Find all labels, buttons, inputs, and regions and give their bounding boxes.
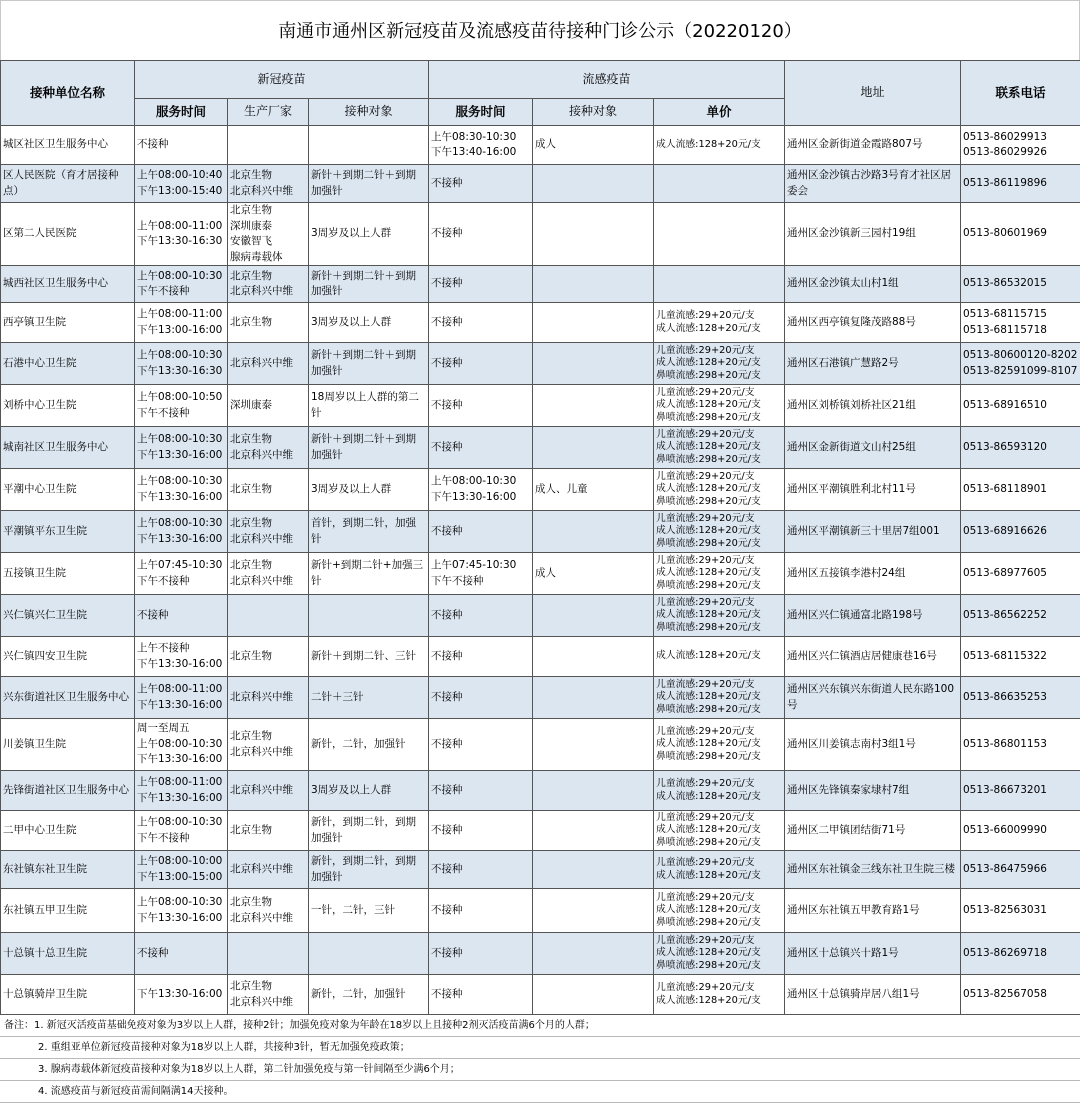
flu-time-cell: 不接种 bbox=[429, 975, 533, 1015]
covid-maker-cell: 北京生物 北京科兴中维 bbox=[228, 427, 309, 469]
flu-target-cell bbox=[533, 203, 654, 266]
covid-time-cell: 下午13:30-16:00 bbox=[135, 975, 228, 1015]
header-covid-time: 服务时间 bbox=[135, 99, 228, 126]
flu-time-cell: 不接种 bbox=[429, 811, 533, 851]
unit-name-cell: 平潮中心卫生院 bbox=[1, 469, 135, 511]
table-row bbox=[1, 165, 1080, 203]
covid-maker-cell: 北京科兴中维 bbox=[228, 677, 309, 719]
header-covid-target: 接种对象 bbox=[309, 99, 429, 126]
covid-time-cell: 上午08:00-11:00下午13:30-16:30 bbox=[135, 203, 228, 266]
unit-name-cell: 城西社区卫生服务中心 bbox=[1, 266, 135, 303]
table-row bbox=[1, 889, 1080, 933]
header-flu-time: 服务时间 bbox=[429, 99, 533, 126]
phone-cell: 0513-80601969 bbox=[961, 203, 1080, 266]
note-2: 2. 重组亚单位新冠疫苗接种对象为18岁以上人群，共接种3针，暂无加强免疫政策； bbox=[0, 1037, 1080, 1059]
covid-maker-cell bbox=[228, 126, 309, 165]
covid-target-cell: 3周岁及以上人群 bbox=[309, 203, 429, 266]
covid-target-cell: 3周岁及以上人群 bbox=[309, 771, 429, 811]
covid-maker-cell: 北京生物 北京科兴中维 bbox=[228, 165, 309, 203]
table-row bbox=[1, 677, 1080, 719]
flu-target-cell bbox=[533, 427, 654, 469]
header-flu-price: 单价 bbox=[654, 99, 785, 126]
covid-target-cell: 新针，二针，加强针 bbox=[309, 719, 429, 771]
table-row bbox=[1, 266, 1080, 303]
phone-cell: 0513-86029913 0513-86029926 bbox=[961, 126, 1080, 165]
address-cell: 通州区金沙镇古沙路3号育才社区居委会 bbox=[785, 165, 961, 203]
unit-name-cell: 先锋街道社区卫生服务中心 bbox=[1, 771, 135, 811]
covid-time-cell: 上午08:00-10:50 下午不接种 bbox=[135, 385, 228, 427]
table-row bbox=[1, 303, 1080, 343]
covid-maker-cell: 北京生物 bbox=[228, 637, 309, 677]
flu-price-cell: 儿童流感:29+20元/支 成人流感:128+20元/支 鼻喷流感:298+20元/支 bbox=[654, 811, 785, 851]
covid-maker-cell: 北京生物 北京科兴中维 bbox=[228, 511, 309, 553]
page-title: 南通市通州区新冠疫苗及流感疫苗待接种门诊公示（20220120） bbox=[0, 0, 1080, 60]
flu-price-cell: 儿童流感:29+20元/支 成人流感:128+20元/支 bbox=[654, 303, 785, 343]
unit-name-cell: 东社镇东社卫生院 bbox=[1, 851, 135, 889]
covid-time-cell: 不接种 bbox=[135, 595, 228, 637]
unit-name-cell: 城南社区卫生服务中心 bbox=[1, 427, 135, 469]
flu-target-cell bbox=[533, 266, 654, 303]
flu-price-cell: 儿童流感:29+20元/支 成人流感:128+20元/支 鼻喷流感:298+20元/支 bbox=[654, 889, 785, 933]
address-cell: 通州区兴仁镇酒店居健康巷16号 bbox=[785, 637, 961, 677]
phone-cell: 0513-86801153 bbox=[961, 719, 1080, 771]
header-covid: 新冠疫苗 bbox=[135, 61, 429, 99]
flu-price-cell: 儿童流感:29+20元/支 成人流感:128+20元/支 鼻喷流感:298+20元/支 bbox=[654, 511, 785, 553]
phone-cell: 0513-82567058 bbox=[961, 975, 1080, 1015]
covid-time-cell: 上午08:00-11:00 下午13:30-16:00 bbox=[135, 771, 228, 811]
covid-maker-cell: 北京生物 北京科兴中维 bbox=[228, 553, 309, 595]
table-row bbox=[1, 469, 1080, 511]
covid-time-cell: 上午08:00-10:30 下午不接种 bbox=[135, 811, 228, 851]
unit-name-cell: 东社镇五甲卫生院 bbox=[1, 889, 135, 933]
covid-target-cell: 新针＋到期二针、三针 bbox=[309, 637, 429, 677]
covid-time-cell: 上午08:00-11:00 下午13:00-16:00 bbox=[135, 303, 228, 343]
covid-maker-cell bbox=[228, 933, 309, 975]
covid-target-cell: 新针，二针，加强针 bbox=[309, 975, 429, 1015]
flu-price-cell: 儿童流感:29+20元/支 成人流感:128+20元/支 鼻喷流感:298+20元/支 bbox=[654, 385, 785, 427]
covid-time-cell: 上午08:00-11:00 下午13:30-16:00 bbox=[135, 677, 228, 719]
header-flu-target: 接种对象 bbox=[533, 99, 654, 126]
flu-time-cell: 不接种 bbox=[429, 677, 533, 719]
covid-target-cell: 新针＋到期二针＋到期加强针 bbox=[309, 266, 429, 303]
flu-target-cell bbox=[533, 851, 654, 889]
flu-time-cell: 不接种 bbox=[429, 719, 533, 771]
table-row bbox=[1, 719, 1080, 771]
flu-target-cell bbox=[533, 385, 654, 427]
unit-name-cell: 川姜镇卫生院 bbox=[1, 719, 135, 771]
unit-name-cell: 区第二人民医院 bbox=[1, 203, 135, 266]
table-row bbox=[1, 511, 1080, 553]
covid-time-cell: 上午08:00-10:30 下午13:30-16:30 bbox=[135, 343, 228, 385]
unit-name-cell: 兴东街道社区卫生服务中心 bbox=[1, 677, 135, 719]
flu-time-cell: 不接种 bbox=[429, 933, 533, 975]
flu-price-cell: 儿童流感:29+20元/支 成人流感:128+20元/支 鼻喷流感:298+20元/支 bbox=[654, 427, 785, 469]
phone-cell: 0513-66009990 bbox=[961, 811, 1080, 851]
phone-cell: 0513-68977605 bbox=[961, 553, 1080, 595]
flu-time-cell: 不接种 bbox=[429, 203, 533, 266]
address-cell: 通州区金新街道金霞路807号 bbox=[785, 126, 961, 165]
table-row bbox=[1, 427, 1080, 469]
unit-name-cell: 平潮镇平东卫生院 bbox=[1, 511, 135, 553]
flu-time-cell: 不接种 bbox=[429, 165, 533, 203]
header-unit: 接种单位名称 bbox=[1, 61, 135, 126]
unit-name-cell: 兴仁镇兴仁卫生院 bbox=[1, 595, 135, 637]
unit-name-cell: 石港中心卫生院 bbox=[1, 343, 135, 385]
table-row bbox=[1, 851, 1080, 889]
address-cell: 通州区平潮镇新三十里居7组001 bbox=[785, 511, 961, 553]
table-row bbox=[1, 811, 1080, 851]
table-row bbox=[1, 553, 1080, 595]
address-cell: 通州区兴仁镇通富北路198号 bbox=[785, 595, 961, 637]
covid-target-cell: 新针，到期二针，到期加强针 bbox=[309, 851, 429, 889]
covid-time-cell: 上午08:00-10:30 下午13:30-16:00 bbox=[135, 427, 228, 469]
covid-time-cell: 上午08:00-10:30 下午不接种 bbox=[135, 266, 228, 303]
covid-target-cell: 一针，二针，三针 bbox=[309, 889, 429, 933]
covid-time-cell: 上午08:00-10:30 下午13:30-16:00 bbox=[135, 469, 228, 511]
table-row bbox=[1, 637, 1080, 677]
flu-price-cell: 儿童流感:29+20元/支 成人流感:128+20元/支 鼻喷流感:298+20元/支 bbox=[654, 469, 785, 511]
address-cell: 通州区川姜镇志南村3组1号 bbox=[785, 719, 961, 771]
flu-price-cell: 成人流感:128+20元/支 bbox=[654, 126, 785, 165]
header-address: 地址 bbox=[785, 61, 961, 126]
covid-maker-cell: 北京生物 北京科兴中维 bbox=[228, 266, 309, 303]
flu-time-cell: 上午07:45-10:30 下午不接种 bbox=[429, 553, 533, 595]
flu-target-cell bbox=[533, 595, 654, 637]
flu-time-cell: 不接种 bbox=[429, 343, 533, 385]
phone-cell: 0513-86119896 bbox=[961, 165, 1080, 203]
address-cell: 通州区兴东镇兴东街道人民东路100号 bbox=[785, 677, 961, 719]
flu-target-cell bbox=[533, 811, 654, 851]
flu-target-cell bbox=[533, 637, 654, 677]
phone-cell: 0513-68916626 bbox=[961, 511, 1080, 553]
address-cell: 通州区五接镇李港村24组 bbox=[785, 553, 961, 595]
flu-price-cell: 儿童流感:29+20元/支 成人流感:128+20元/支 鼻喷流感:298+20元/支 bbox=[654, 719, 785, 771]
covid-target-cell: 新针＋到期二针＋到期加强针 bbox=[309, 165, 429, 203]
flu-price-cell: 儿童流感:29+20元/支 成人流感:128+20元/支 鼻喷流感:298+20元/支 bbox=[654, 553, 785, 595]
flu-time-cell: 不接种 bbox=[429, 771, 533, 811]
flu-target-cell bbox=[533, 511, 654, 553]
covid-target-cell: 18周岁以上人群的第二针 bbox=[309, 385, 429, 427]
flu-target-cell bbox=[533, 719, 654, 771]
flu-time-cell: 不接种 bbox=[429, 851, 533, 889]
flu-target-cell bbox=[533, 677, 654, 719]
flu-price-cell: 儿童流感:29+20元/支 成人流感:128+20元/支 bbox=[654, 771, 785, 811]
address-cell: 通州区刘桥镇刘桥社区21组 bbox=[785, 385, 961, 427]
table-row bbox=[1, 203, 1080, 266]
flu-time-cell: 不接种 bbox=[429, 637, 533, 677]
covid-time-cell: 不接种 bbox=[135, 126, 228, 165]
phone-cell: 0513-68115322 bbox=[961, 637, 1080, 677]
covid-maker-cell bbox=[228, 595, 309, 637]
covid-target-cell: 新针+到期二针+加强三针 bbox=[309, 553, 429, 595]
phone-cell: 0513-82563031 bbox=[961, 889, 1080, 933]
flu-price-cell: 儿童流感:29+20元/支 成人流感:128+20元/支 bbox=[654, 975, 785, 1015]
phone-cell: 0513-68115715 0513-68115718 bbox=[961, 303, 1080, 343]
covid-time-cell: 上午08:00-10:30 下午13:30-16:00 bbox=[135, 511, 228, 553]
unit-name-cell: 西亭镇卫生院 bbox=[1, 303, 135, 343]
flu-target-cell bbox=[533, 303, 654, 343]
covid-time-cell: 周一至周五 上午08:00-10:30 下午13:30-16:00 bbox=[135, 719, 228, 771]
flu-price-cell bbox=[654, 266, 785, 303]
flu-time-cell: 不接种 bbox=[429, 511, 533, 553]
address-cell: 通州区二甲镇团结街71号 bbox=[785, 811, 961, 851]
covid-time-cell: 不接种 bbox=[135, 933, 228, 975]
address-cell: 通州区石港镇广慧路2号 bbox=[785, 343, 961, 385]
flu-target-cell bbox=[533, 975, 654, 1015]
address-cell: 通州区东社镇金三线东社卫生院三楼 bbox=[785, 851, 961, 889]
phone-cell: 0513-86562252 bbox=[961, 595, 1080, 637]
note-3: 3. 腺病毒载体新冠疫苗接种对象为18岁以上人群，第二针加强免疫与第一针间隔至少满6个月； bbox=[0, 1059, 1080, 1081]
covid-maker-cell: 北京生物 bbox=[228, 811, 309, 851]
flu-price-cell: 儿童流感:29+20元/支 成人流感:128+20元/支 鼻喷流感:298+20元/支 bbox=[654, 933, 785, 975]
flu-target-cell: 成人 bbox=[533, 126, 654, 165]
flu-target-cell bbox=[533, 343, 654, 385]
flu-time-cell: 不接种 bbox=[429, 595, 533, 637]
flu-time-cell: 不接种 bbox=[429, 385, 533, 427]
covid-time-cell: 上午不接种 下午13:30-16:00 bbox=[135, 637, 228, 677]
covid-time-cell: 上午08:00-10:40 下午13:00-15:40 bbox=[135, 165, 228, 203]
flu-time-cell: 上午08:00-10:30 下午13:30-16:00 bbox=[429, 469, 533, 511]
table-body bbox=[1, 126, 1080, 1015]
covid-target-cell bbox=[309, 126, 429, 165]
phone-cell: 0513-80600120-8202 0513-82591099-8107 bbox=[961, 343, 1080, 385]
flu-price-cell: 儿童流感:29+20元/支 成人流感:128+20元/支 bbox=[654, 851, 785, 889]
address-cell: 通州区东社镇五甲教育路1号 bbox=[785, 889, 961, 933]
covid-maker-cell: 北京生物 北京科兴中维 bbox=[228, 975, 309, 1015]
flu-price-cell bbox=[654, 165, 785, 203]
header-phone: 联系电话 bbox=[961, 61, 1080, 126]
table-row bbox=[1, 595, 1080, 637]
address-cell: 通州区金沙镇太山村1组 bbox=[785, 266, 961, 303]
covid-maker-cell: 深圳康泰 bbox=[228, 385, 309, 427]
phone-cell: 0513-68916510 bbox=[961, 385, 1080, 427]
unit-name-cell: 城区社区卫生服务中心 bbox=[1, 126, 135, 165]
flu-target-cell bbox=[533, 889, 654, 933]
address-cell: 通州区金新街道文山村25组 bbox=[785, 427, 961, 469]
unit-name-cell: 五接镇卫生院 bbox=[1, 553, 135, 595]
covid-maker-cell: 北京科兴中维 bbox=[228, 771, 309, 811]
note-4: 4. 流感疫苗与新冠疫苗需间隔满14天接种。 bbox=[0, 1081, 1080, 1103]
header-flu: 流感疫苗 bbox=[429, 61, 785, 99]
covid-target-cell: 3周岁及以上人群 bbox=[309, 303, 429, 343]
unit-name-cell: 兴仁镇四安卫生院 bbox=[1, 637, 135, 677]
unit-name-cell: 十总镇十总卫生院 bbox=[1, 933, 135, 975]
flu-price-cell: 成人流感:128+20元/支 bbox=[654, 637, 785, 677]
covid-target-cell bbox=[309, 933, 429, 975]
flu-target-cell bbox=[533, 933, 654, 975]
phone-cell: 0513-86593120 bbox=[961, 427, 1080, 469]
flu-target-cell bbox=[533, 771, 654, 811]
covid-time-cell: 上午08:00-10:30 下午13:30-16:00 bbox=[135, 889, 228, 933]
address-cell: 通州区先锋镇秦家埭村7组 bbox=[785, 771, 961, 811]
address-cell: 通州区金沙镇新三园村19组 bbox=[785, 203, 961, 266]
address-cell: 通州区十总镇骑岸居八组1号 bbox=[785, 975, 961, 1015]
unit-name-cell: 十总镇骑岸卫生院 bbox=[1, 975, 135, 1015]
phone-cell: 0513-86532015 bbox=[961, 266, 1080, 303]
covid-time-cell: 上午08:00-10:00 下午13:00-15:00 bbox=[135, 851, 228, 889]
covid-maker-cell: 北京生物 深圳康泰 安徽智飞 腺病毒载体 bbox=[228, 203, 309, 266]
phone-cell: 0513-86475966 bbox=[961, 851, 1080, 889]
covid-maker-cell: 北京生物 北京科兴中维 bbox=[228, 719, 309, 771]
phone-cell: 0513-86269718 bbox=[961, 933, 1080, 975]
unit-name-cell: 刘桥中心卫生院 bbox=[1, 385, 135, 427]
covid-maker-cell: 北京生物 北京科兴中维 bbox=[228, 889, 309, 933]
flu-price-cell: 儿童流感:29+20元/支 成人流感:128+20元/支 鼻喷流感:298+20元/支 bbox=[654, 677, 785, 719]
note-1: 备注：1. 新冠灭活疫苗基础免疫对象为3岁以上人群，接种2针；加强免疫对象为年龄在18岁以上且接种2剂灭活疫苗满6个月的人群； bbox=[0, 1015, 1080, 1037]
phone-cell: 0513-86635253 bbox=[961, 677, 1080, 719]
table-row bbox=[1, 385, 1080, 427]
flu-time-cell: 不接种 bbox=[429, 889, 533, 933]
flu-target-cell: 成人 bbox=[533, 553, 654, 595]
covid-target-cell: 二针＋三针 bbox=[309, 677, 429, 719]
flu-target-cell: 成人、儿童 bbox=[533, 469, 654, 511]
flu-time-cell: 不接种 bbox=[429, 427, 533, 469]
table-row bbox=[1, 771, 1080, 811]
phone-cell: 0513-86673201 bbox=[961, 771, 1080, 811]
table-row bbox=[1, 975, 1080, 1015]
flu-time-cell: 不接种 bbox=[429, 266, 533, 303]
notes bbox=[0, 1015, 1080, 1103]
flu-time-cell: 上午08:30-10:30 下午13:40-16:00 bbox=[429, 126, 533, 165]
covid-target-cell bbox=[309, 595, 429, 637]
table-row bbox=[1, 343, 1080, 385]
flu-target-cell bbox=[533, 165, 654, 203]
table-row bbox=[1, 933, 1080, 975]
covid-target-cell: 首针，到期二针，加强针 bbox=[309, 511, 429, 553]
covid-target-cell: 新针＋到期二针＋到期加强针 bbox=[309, 427, 429, 469]
covid-target-cell: 新针，到期二针，到期加强针 bbox=[309, 811, 429, 851]
flu-time-cell: 不接种 bbox=[429, 303, 533, 343]
address-cell: 通州区十总镇兴十路1号 bbox=[785, 933, 961, 975]
covid-maker-cell: 北京生物 bbox=[228, 303, 309, 343]
covid-maker-cell: 北京科兴中维 bbox=[228, 851, 309, 889]
address-cell: 通州区平潮镇胜利北村11号 bbox=[785, 469, 961, 511]
unit-name-cell: 二甲中心卫生院 bbox=[1, 811, 135, 851]
clinic-table bbox=[0, 60, 1080, 1015]
covid-target-cell: 新针＋到期二针＋到期加强针 bbox=[309, 343, 429, 385]
covid-maker-cell: 北京科兴中维 bbox=[228, 343, 309, 385]
address-cell: 通州区西亭镇复隆茂路88号 bbox=[785, 303, 961, 343]
covid-maker-cell: 北京生物 bbox=[228, 469, 309, 511]
flu-price-cell: 儿童流感:29+20元/支 成人流感:128+20元/支 鼻喷流感:298+20元/支 bbox=[654, 595, 785, 637]
covid-target-cell: 3周岁及以上人群 bbox=[309, 469, 429, 511]
header-covid-maker: 生产厂家 bbox=[228, 99, 309, 126]
flu-price-cell: 儿童流感:29+20元/支 成人流感:128+20元/支 鼻喷流感:298+20元/支 bbox=[654, 343, 785, 385]
covid-time-cell: 上午07:45-10:30 下午不接种 bbox=[135, 553, 228, 595]
unit-name-cell: 区人民医院（育才居接种点） bbox=[1, 165, 135, 203]
flu-price-cell bbox=[654, 203, 785, 266]
table-row bbox=[1, 126, 1080, 165]
phone-cell: 0513-68118901 bbox=[961, 469, 1080, 511]
